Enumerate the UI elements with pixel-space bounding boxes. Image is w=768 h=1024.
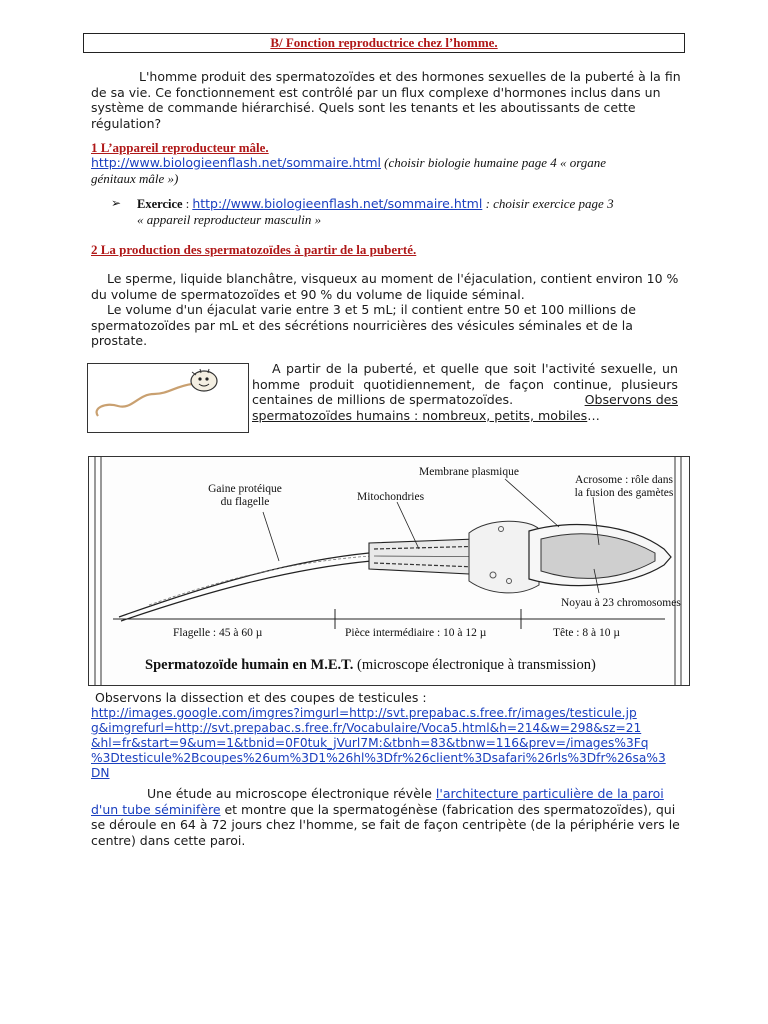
label-membrane: Membrane plasmique xyxy=(419,466,519,478)
section2-heading: 2 La production des spermatozoïdes à partir de la puberté. xyxy=(91,242,417,257)
label-acrosome-line: Acrosome : rôle dans xyxy=(574,474,674,486)
exercise-label: Exercice xyxy=(137,197,183,211)
intro-line: de sa vie. Ce fonctionnement est contrôlé par un flux complexe d'hormones inclus dans un xyxy=(91,84,661,100)
intro-line: système de commande hiérarchisé. Quels sont les tenants et les aboutissants de cette xyxy=(91,100,636,115)
label-gaine xyxy=(195,483,295,509)
text-line: du volume de spermatozoïdes et 90 % du volume de liquide séminal. xyxy=(91,286,525,302)
segment-tete: Tête : 8 à 10 µ xyxy=(553,627,620,639)
biologieenflash-link[interactable]: http://www.biologieenflash.net/sommaire.html xyxy=(91,155,381,170)
text-line: A partir de la puberté, et quelle que soit l'activité sexuelle, un xyxy=(272,361,678,376)
text-line: centre) dans cette paroi. xyxy=(91,832,246,848)
url-line[interactable]: DN xyxy=(91,766,110,780)
architecture-link[interactable]: l'architecture particulière de la paroi xyxy=(435,786,664,801)
arrow-bullet-icon: ➢ xyxy=(111,196,122,210)
text-line: se déroule en 64 à 72 jours chez l'homme, se fait de façon centripète (de la périphérie vers le xyxy=(91,817,680,832)
page-title: B/ Fonction reproductrice chez l’homme. xyxy=(83,33,685,53)
section1-note-cont: génitaux mâle ») xyxy=(91,171,179,186)
intro-paragraph xyxy=(91,69,691,131)
exercise-sep: : xyxy=(182,197,193,211)
sperm-met-figure xyxy=(88,456,690,686)
sperm-cartoon-image xyxy=(87,363,249,433)
exercise-link[interactable]: http://www.biologieenflash.net/sommaire.html xyxy=(192,196,483,211)
label-gaine-line: Gaine protéique xyxy=(208,483,282,495)
exercise-block xyxy=(137,196,697,227)
exercise-note-cont: « appareil reproducteur masculin » xyxy=(137,212,322,227)
google-images-url[interactable] xyxy=(91,706,691,781)
url-line[interactable]: g&imgrefurl=http://svt.prepabac.s.free.fr/Vocabulaire/Voca5.html&h=214&w=298&sz=21 xyxy=(91,721,642,735)
sperm-cartoon-icon xyxy=(88,364,248,432)
url-line[interactable]: http://images.google.com/imgres?imgurl=http://svt.prepabac.s.free.fr/images/testicule.jp xyxy=(91,706,637,720)
text-line: et montre que la spermatogénèse (fabrication des spermatozoïdes), qui xyxy=(220,801,676,817)
label-acrosome xyxy=(559,474,689,500)
ellipsis: … xyxy=(587,407,600,423)
label-mitochondries: Mitochondries xyxy=(357,491,425,503)
text-line: prostate. xyxy=(91,333,148,348)
label-gaine-line: du flagelle xyxy=(220,496,270,508)
label-acrosome-line: la fusion des gamètes xyxy=(574,487,674,499)
architecture-link-cont[interactable]: d'un tube séminifère xyxy=(91,801,221,817)
segment-flagelle: Flagelle : 45 à 60 µ xyxy=(173,627,263,639)
sperm-paragraph xyxy=(91,271,691,349)
text-line: centaines de millions de spermatozoïdes. xyxy=(252,392,514,407)
label-noyau: Noyau à 23 chromosomes xyxy=(561,597,681,609)
figure-caption xyxy=(145,657,596,674)
text-line: homme produit quotidiennement, de façon continue, plusieurs xyxy=(252,376,678,392)
section1-links xyxy=(91,155,691,186)
intro-line: L'homme produit des spermatozoïdes et des hormones sexuelles de la puberté à la fin xyxy=(139,69,681,84)
section1-note: (choisir biologie humaine page 4 « organe xyxy=(384,155,607,170)
text-line: Une étude au microscope électronique révèle xyxy=(147,786,436,801)
exercise-note: : choisir exercice page 3 xyxy=(482,196,614,211)
text-line: spermatozoïdes humains : nombreux, petits, mobiles xyxy=(252,407,588,423)
text-line: spermatozoïdes par mL et des sécrétions nourricières des vésicules séminales et de la xyxy=(91,317,633,333)
caption-rest: (microscope électronique à transmission) xyxy=(353,657,596,673)
intro-line: régulation? xyxy=(91,115,162,131)
observe-link: Observons des xyxy=(584,392,678,407)
url-line[interactable]: &hl=fr&start=9&um=1&tbnid=0F0tuk_jVurl7M:&tbnh=83&tbnw=116&prev=/images%3Fq xyxy=(91,736,649,750)
segment-piece: Pièce intermédiaire : 10 à 12 µ xyxy=(345,627,487,639)
puberty-paragraph xyxy=(252,361,678,423)
caption-bold: Spermatozoïde humain en M.E.T. xyxy=(145,657,354,673)
url-line[interactable]: %3Dtesticule%2Bcoupes%26um%3D1%26hl%3Dfr%26client%3Dsafari%26rls%3Dfr%26sa%3 xyxy=(91,751,666,765)
dissection-intro: Observons la dissection et des coupes de testicules : xyxy=(95,690,427,705)
tube-paragraph xyxy=(91,786,691,848)
text-line: Le sperme, liquide blanchâtre, visqueux au moment de l'éjaculation, contient environ 10 % xyxy=(107,271,679,286)
section1-heading: 1 L’appareil reproducteur mâle. xyxy=(91,140,269,155)
text-line: Le volume d'un éjaculat varie entre 3 et 5 mL; il contient entre 50 et 100 millions de xyxy=(107,302,636,317)
